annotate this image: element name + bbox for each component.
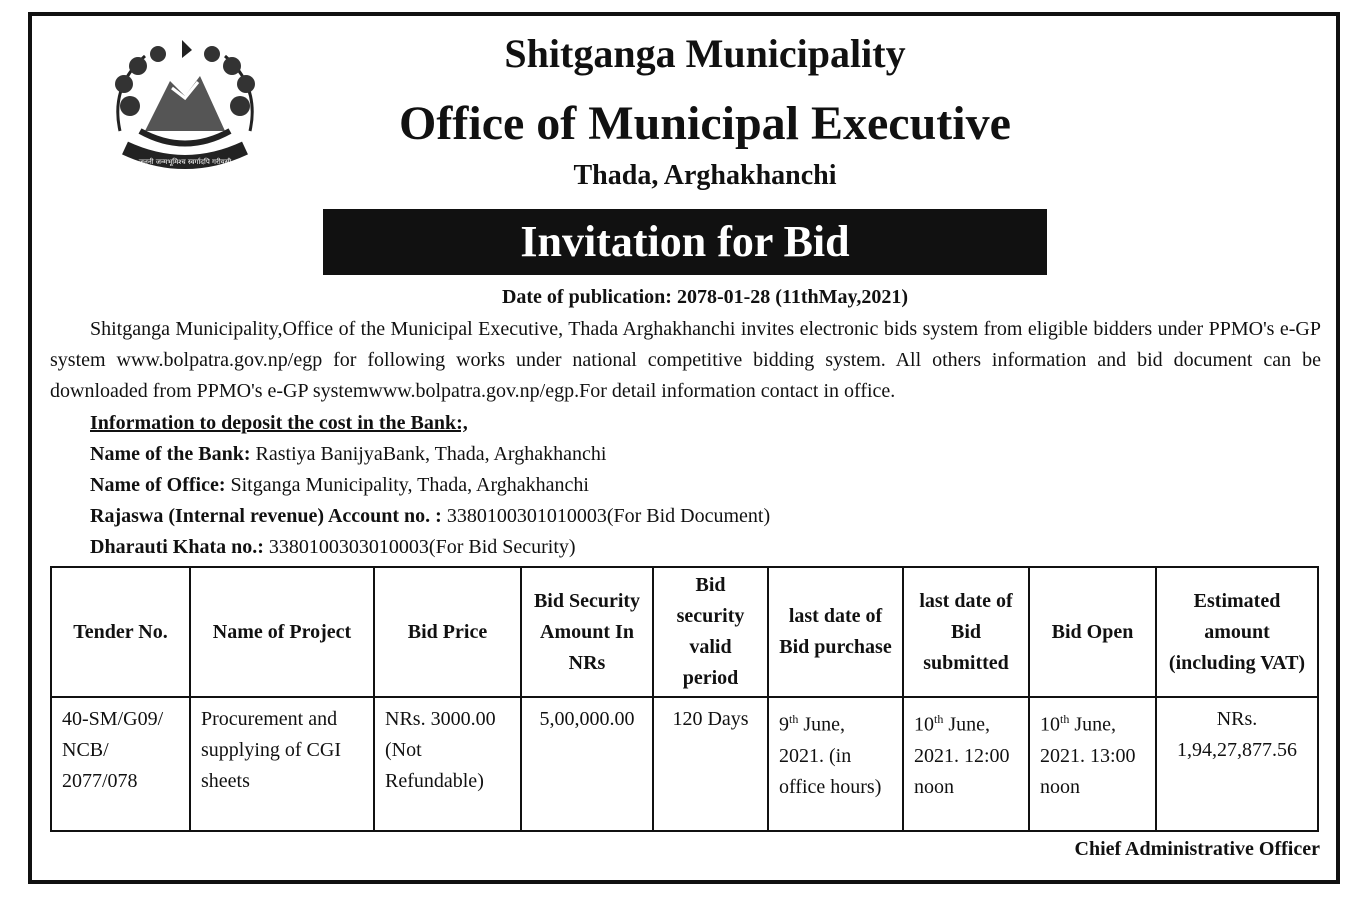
- cell-security: 5,00,000.00: [521, 697, 653, 831]
- col-project-name: Name of Project: [190, 567, 374, 697]
- col-bid-price: Bid Price: [374, 567, 521, 697]
- intro-paragraph: Shitganga Municipality,Office of the Municipal Executive, Thada Arghakhanchi invites electronic bids system from eligible bidders under PPMO's e-GP system www.bolpatra.gov.np/egp for following works under national competitive bidding system. All others information and bid document can be downloaded from PPMO's e-GP systemwww.bolpatra.gov.np/egp.For detail information contact in office.: [50, 318, 1321, 402]
- col-estimate: Estimated amount (including VAT): [1156, 567, 1318, 697]
- col-submit-date: last date of Bid submitted: [903, 567, 1029, 697]
- col-bid-open: Bid Open: [1029, 567, 1156, 697]
- municipality-title: Shitganga Municipality: [504, 31, 906, 76]
- cell-submit-date: 10th June, 2021. 12:00 noon: [903, 697, 1029, 831]
- signature: Chief Administrative Officer: [1074, 838, 1320, 860]
- table-row: [51, 697, 1318, 831]
- svg-text:जननी जन्मभूमिश्च स्वर्गादपि गर: जननी जन्मभूमिश्च स्वर्गादपि गरीयसी: [138, 158, 232, 166]
- cell-open-date: 10th June, 2021. 13:00 noon: [1029, 697, 1156, 831]
- office-title: Office of Municipal Executive: [399, 97, 1011, 150]
- tender-table: [50, 566, 1319, 832]
- office-address: Thada, Arghakhanchi: [573, 160, 837, 191]
- table-header-row: [51, 567, 1318, 697]
- invitation-banner: Invitation for Bid: [323, 209, 1047, 275]
- col-purchase-date: last date of Bid purchase: [768, 567, 903, 697]
- khata-line: Dharauti Khata no.: 3380100303010003(For Bid Security): [90, 536, 576, 558]
- col-security-period: Bid security valid period: [653, 567, 768, 697]
- col-tender-no: Tender No.: [51, 567, 190, 697]
- cell-estimate: NRs. 1,94,27,877.56: [1156, 697, 1318, 831]
- publication-date: Date of publication: 2078-01-28 (11thMay,2021): [501, 286, 909, 308]
- bank-info-heading: Information to deposit the cost in the Bank:,: [90, 412, 468, 434]
- cell-tender-no: 40-SM/G09/ NCB/ 2077/078: [51, 697, 190, 831]
- bank-name-line: Name of the Bank: Rastiya BanijyaBank, Thada, Arghakhanchi: [90, 443, 607, 465]
- cell-project: Procurement and supplying of CGI sheets: [190, 697, 374, 831]
- office-name-line: Name of Office: Sitganga Municipality, Thada, Arghakhanchi: [90, 474, 589, 496]
- revenue-account-line: Rajaswa (Internal revenue) Account no. : 3380100301010003(For Bid Document): [90, 505, 771, 527]
- cell-purchase-date: 9th June, 2021. (in office hours): [768, 697, 903, 831]
- cell-price: NRs. 3000.00 (Not Refundable): [374, 697, 521, 831]
- col-bid-security: Bid Security Amount In NRs: [521, 567, 653, 697]
- cell-period: 120 Days: [653, 697, 768, 831]
